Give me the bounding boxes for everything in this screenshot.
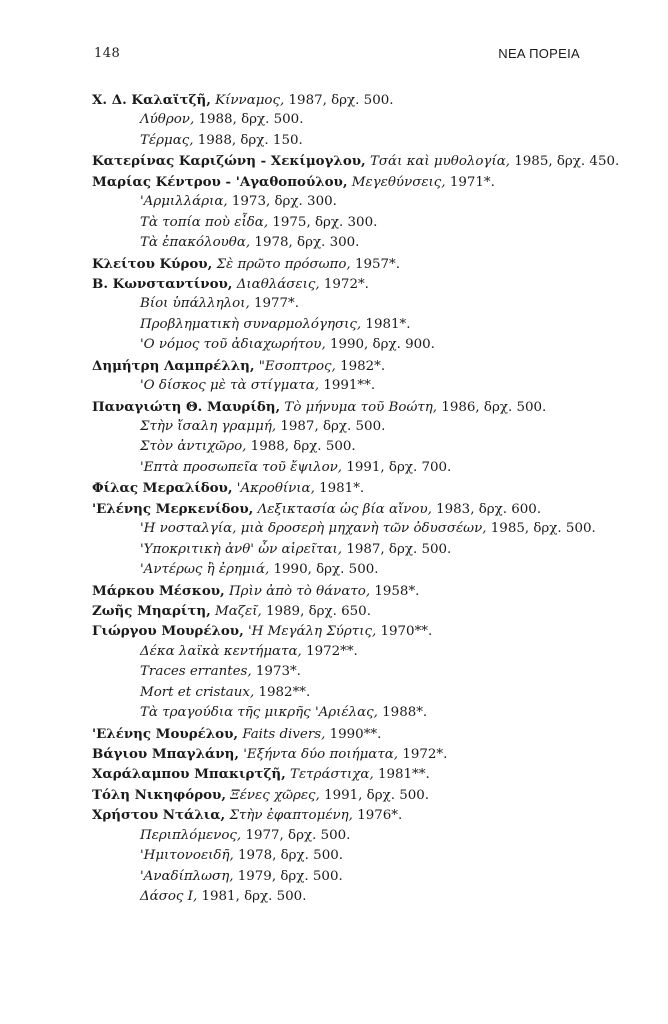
entry-publication-info: 1981*. [319,481,365,497]
entry-publication-info: 1982**. [258,684,311,700]
entry-author: 'Ελένης Μουρέλου, [92,725,239,742]
entry-publication-info: 1977*. [253,296,299,312]
bibliography-entry [92,703,592,723]
entry-publication-info: 1990, δρχ. 900. [329,337,435,353]
entry-publication-info: 1978, δρχ. 500. [238,848,343,864]
entry-publication-info: 1983, δρχ. 600. [436,501,542,517]
bibliography-entry [92,744,592,764]
entry-publication-info: 1990**. [329,726,382,742]
entry-title: Τὰ ἐπακόλουθα, [140,235,251,251]
entry-author: Χρήστου Ντάλια, [92,807,226,824]
bibliography-entry [92,560,592,580]
entry-title: 'Επτὰ προσωπεῖα τοῦ ἔψιλον, [140,459,343,475]
bibliography-entry [92,437,592,457]
bibliography-entry [92,642,592,662]
bibliography-entry [92,519,596,539]
entry-author: Χ. Δ. Καλαϊτζῆ, [92,92,211,108]
entry-publication-info: 1977, δρχ. 500. [245,827,351,843]
entry-publication-info: 1989, δρχ. 650. [265,603,371,619]
entry-publication-info: 1991, δρχ. 500. [324,787,430,803]
entry-publication-info: 1991, δρχ. 700. [346,459,452,475]
entry-title: Λύθρον, [140,112,195,128]
bibliography-entry [92,172,592,192]
bibliography-entry [92,294,592,314]
entry-publication-info: 1985, δρχ. 500. [490,521,596,537]
entry-title: 'Αρμιλλάρια, [140,194,228,210]
entry-publication-info: 1978, δρχ. 300. [254,235,360,251]
bibliography-entry [92,397,592,417]
entry-author: Κατερίνας Καριζώνη - Χεκίμογλου, [92,153,366,170]
journal-title: ΝΕΑ ΠΟΡΕΙΑ [498,46,580,61]
entry-publication-info: 1987, δρχ. 500. [288,93,394,108]
entry-author: Κλείτου Κύρου, [92,255,213,272]
entry-publication-info: 1991**. [323,378,376,394]
entry-title: Δάσος Ι, [140,889,198,905]
bibliography-entry [92,764,592,784]
entry-publication-info: 1987, δρχ. 500. [280,419,386,434]
entry-author: Δημήτρη Λαμπρέλλη, [92,357,255,374]
entry-publication-info: 1981*. [365,316,411,332]
bibliography-entry [92,683,592,703]
entry-author: Ζωῆς Μηαρίτη, [92,602,211,619]
entry-title: 'Ο δίσκος μὲ τὰ στίγματα, [140,378,320,394]
entry-title: 'Αναδίπλωση, [140,868,234,884]
entry-author: Βάγιου Μπαγλάνη, [92,746,239,762]
bibliography-entry [92,581,592,601]
entry-publication-info: 1985, δρχ. 450. [514,154,620,170]
entry-title: Πρὶν ἀπὸ τὸ θάνατο, [228,583,371,599]
entry-publication-info: 1988, δρχ. 500. [250,439,356,455]
entry-title: Μεγεθύνσεις, [351,174,446,190]
bibliography-entry [92,131,592,151]
entry-publication-info: 1972*. [402,747,448,762]
entry-title: Λεξικτασία ὡς βία αἴνου, [257,501,432,517]
bibliography-entry [92,499,592,519]
bibliography-entry [92,478,592,498]
bibliography-entry [92,233,592,253]
entry-publication-info: 1971*. [449,174,495,190]
entry-title: 'Ο νόμος τοῦ ἀδιαχωρήτου, [140,337,326,353]
bibliography-entry [92,110,592,130]
bibliography-entry [92,458,592,478]
entry-author: Μαρίας Κέντρου - 'Αγαθοπούλου, [92,173,348,190]
entry-title: Στὴν ἐφαπτομένη, [229,808,353,824]
entry-author: Παναγιώτη Θ. Μαυρίδη, [92,398,281,415]
entry-title: 'Υποκριτικὴ ἀνθ' ὧν αἱρεῖται, [140,541,343,557]
bibliography-entry [92,192,592,212]
bibliography-entry [92,151,620,171]
bibliography-entry [92,887,592,907]
entry-title: Τὰ τοπία ποὺ εἶδα, [140,214,269,230]
bibliography-entry [92,867,592,887]
entry-title: 'Η Μεγάλη Σύρτις, [248,624,377,640]
entry-publication-info: 1986, δρχ. 500. [441,399,547,415]
bibliography-entry [92,376,592,396]
entry-title: Διαθλάσεις, [236,276,320,292]
entry-title: Προβληματικὴ συναρμολόγησις, [140,316,362,332]
page-number: 148 [94,46,121,61]
entry-title: Mort et cristaux, [140,684,255,700]
bibliography-entry [92,805,592,825]
entry-publication-info: 1970**. [380,624,433,640]
bibliography-list [92,90,620,908]
running-header [0,46,668,66]
entry-title: Περιπλόμενος, [140,827,242,843]
entry-title: Faits divers, [242,726,326,742]
entry-title: Στὴν ἴσαλη γραμμή, [140,419,277,434]
entry-title: Μαζεῖ, [215,603,262,619]
entry-title: Ξένες χῶρες, [230,787,320,803]
entry-publication-info: 1972**. [306,643,358,659]
entry-publication-info: 1987, δρχ. 500. [346,541,452,557]
entry-title: Βίοι ὑπάλληλοι, [140,296,250,312]
entry-title: 'Η νοσταλγία, μιὰ δροσερὴ μηχανὴ τῶν ὀδυσσέων, [140,521,487,537]
entry-title: Τετράστιχα, [290,767,374,783]
entry-publication-info: 1988*. [382,705,428,721]
entry-title: Τὰ τραγούδια τῆς μικρῆς 'Αριέλας, [140,705,378,721]
entry-author: Φίλας Μεραλίδου, [92,480,233,497]
entry-title: 'Ακροθίνια, [236,481,315,497]
entry-publication-info: 1976*. [357,808,403,824]
entry-title: Τσάι καὶ μυθολογία, [369,154,510,170]
bibliography-entry [92,601,592,621]
bibliography-entry [92,356,592,376]
entry-title: Traces errantes, [140,664,252,680]
bibliography-entry [92,274,592,294]
entry-publication-info: 1981, δρχ. 500. [201,889,307,905]
bibliography-entry [92,315,592,335]
bibliography-entry [92,335,592,355]
entry-title: Τέρμας, [140,132,194,148]
entry-author: Γιώργου Μουρέλου, [92,623,244,640]
bibliography-entry [92,417,592,437]
entry-author: Μάρκου Μέσκου, [92,582,225,599]
entry-title: 'Αντέρως ἢ ἐρημιά, [140,562,270,578]
entry-author: Β. Κωνσταντίνου, [92,275,233,292]
entry-title: Δέκα λαϊκὰ κεντήματα, [140,643,302,659]
bibliography-entry [92,846,592,866]
entry-title: Στὸν ἀντιχῶρο, [140,439,247,455]
bibliography-entry [92,213,592,233]
entry-title: Τὸ μήνυμα τοῦ Βοώτη, [284,399,438,415]
entry-publication-info: 1982*. [340,358,386,374]
entry-publication-info: 1975, δρχ. 300. [272,214,378,230]
entry-publication-info: 1973, δρχ. 300. [231,194,337,210]
entry-author: Χαράλαμπου Μπακιρτζῆ, [92,766,286,783]
bibliography-entry [92,254,592,274]
entry-title: 'Εξήντα δύο ποιήματα, [243,747,399,762]
entry-title: Σὲ πρῶτο πρόσωπο, [216,256,351,272]
entry-title: Κίνναμος, [215,93,285,108]
entry-title: 'Ημιτονοειδῆ, [140,848,234,864]
entry-author: Τόλη Νικηφόρου, [92,786,227,803]
bibliography-entry [92,90,592,110]
entry-publication-info: 1973*. [255,664,301,680]
entry-publication-info: 1988, δρχ. 500. [198,112,304,128]
entry-publication-info: 1957*. [354,256,400,272]
bibliography-entry [92,785,592,805]
entry-publication-info: 1981**. [377,767,430,783]
bibliography-entry [92,662,592,682]
entry-publication-info: 1979, δρχ. 500. [237,868,343,884]
bibliography-entry [92,540,592,560]
entry-publication-info: 1972*. [323,276,369,292]
entry-publication-info: 1990, δρχ. 500. [273,562,379,578]
entry-publication-info: 1958*. [374,583,420,599]
entry-title: "Εσοπτρος, [258,358,336,374]
bibliography-entry [92,826,592,846]
bibliography-entry [92,724,592,744]
entry-publication-info: 1988, δρχ. 150. [197,132,303,148]
bibliography-entry [92,621,592,641]
entry-author: 'Ελένης Μερκενίδου, [92,500,254,517]
